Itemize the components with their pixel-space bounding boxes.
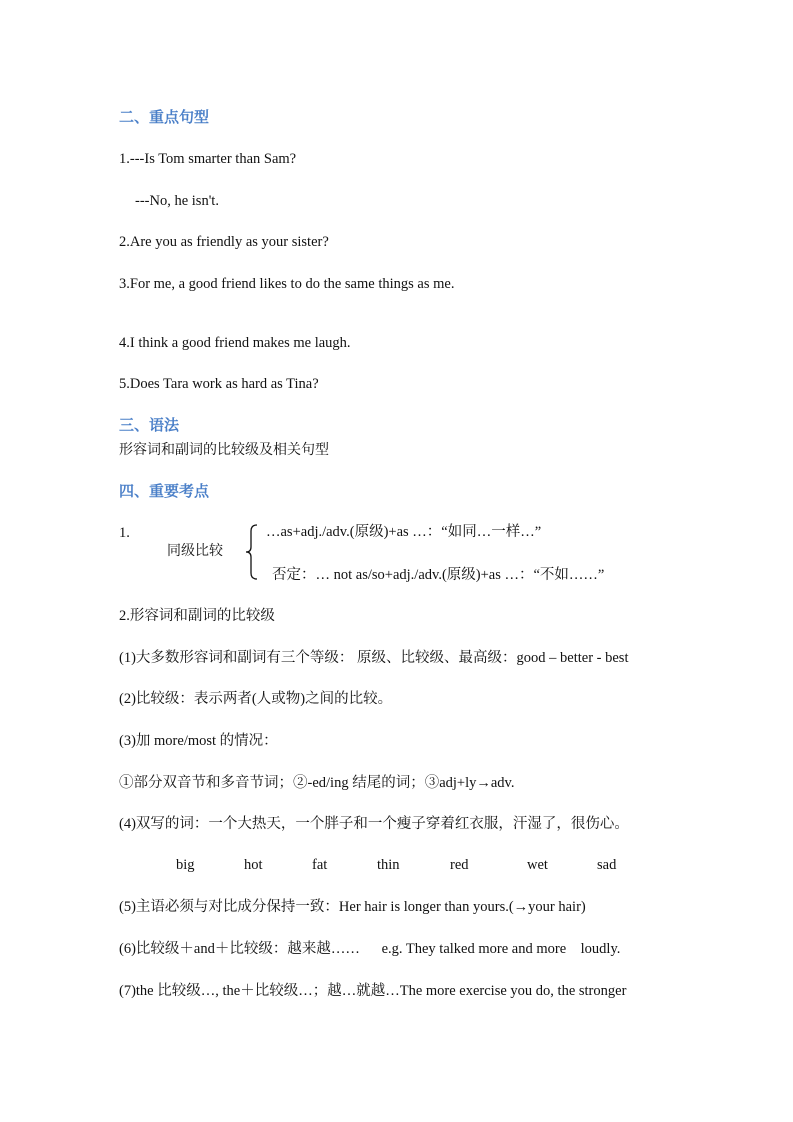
sentence-1-answer: ---No, he isn't. bbox=[135, 193, 219, 209]
section-heading-key-sentences: 二、重点句型 bbox=[119, 108, 210, 126]
point-2-title: 2.形容词和副词的比较级 bbox=[119, 608, 275, 624]
sentence-5: 5.Does Tara work as hard as Tina? bbox=[119, 376, 319, 392]
point-item: (5)主语必须与对比成分保持一致：Her hair is longer than yours.(→your hair) bbox=[119, 899, 586, 915]
double-word: fat bbox=[312, 857, 328, 873]
sentence-3: 3.For me, a good friend likes to do the same things as me. bbox=[119, 276, 455, 292]
point-item: (3)加 more/most 的情况： bbox=[119, 733, 278, 749]
double-word: red bbox=[450, 857, 469, 873]
double-word: sad bbox=[597, 857, 617, 873]
sentence-1: 1.---Is Tom smarter than Sam? bbox=[119, 151, 297, 167]
sentence-2: 2.Are you as friendly as your sister? bbox=[119, 234, 329, 250]
point-1-negative: 否定：… not as/so+adj./adv.(原级)+as …：“不如……” bbox=[272, 567, 605, 583]
point-item: (6)比较级＋and＋比较级：越来越…… e.g. They talked more and more loudly. bbox=[119, 941, 621, 957]
point-1-label: 同级比较 bbox=[167, 543, 223, 559]
point-1-number: 1. bbox=[119, 525, 130, 541]
brace-icon bbox=[246, 524, 258, 580]
section-heading-key-points: 四、重要考点 bbox=[119, 482, 210, 500]
point-1-positive: …as+adj./adv.(原级)+as …：“如同…一样…” bbox=[266, 524, 542, 540]
double-word: wet bbox=[527, 857, 548, 873]
section-heading-grammar: 三、语法 bbox=[119, 416, 180, 434]
double-word: hot bbox=[244, 857, 263, 873]
point-item: (1)大多数形容词和副词有三个等级： 原级、比较级、最高级：good – better - best bbox=[119, 650, 629, 666]
grammar-subtitle: 形容词和副词的比较级及相关句型 bbox=[119, 442, 329, 458]
point-item: ①部分双音节和多音节词；②-ed/ing 结尾的词；③adj+ly→adv. bbox=[119, 775, 515, 791]
point-item: (2)比较级：表示两者(人或物)之间的比较。 bbox=[119, 691, 393, 707]
double-word: big bbox=[176, 857, 195, 873]
point-item: (7)the 比较级…, the＋比较级…；越…就越…The more exercise you do, the stronger bbox=[119, 983, 627, 999]
sentence-4: 4.I think a good friend makes me laugh. bbox=[119, 335, 351, 351]
double-word: thin bbox=[377, 857, 400, 873]
point-item: (4)双写的词：一个大热天，一个胖子和一个瘦子穿着红衣服，汗湿了，很伤心。 bbox=[119, 816, 629, 832]
